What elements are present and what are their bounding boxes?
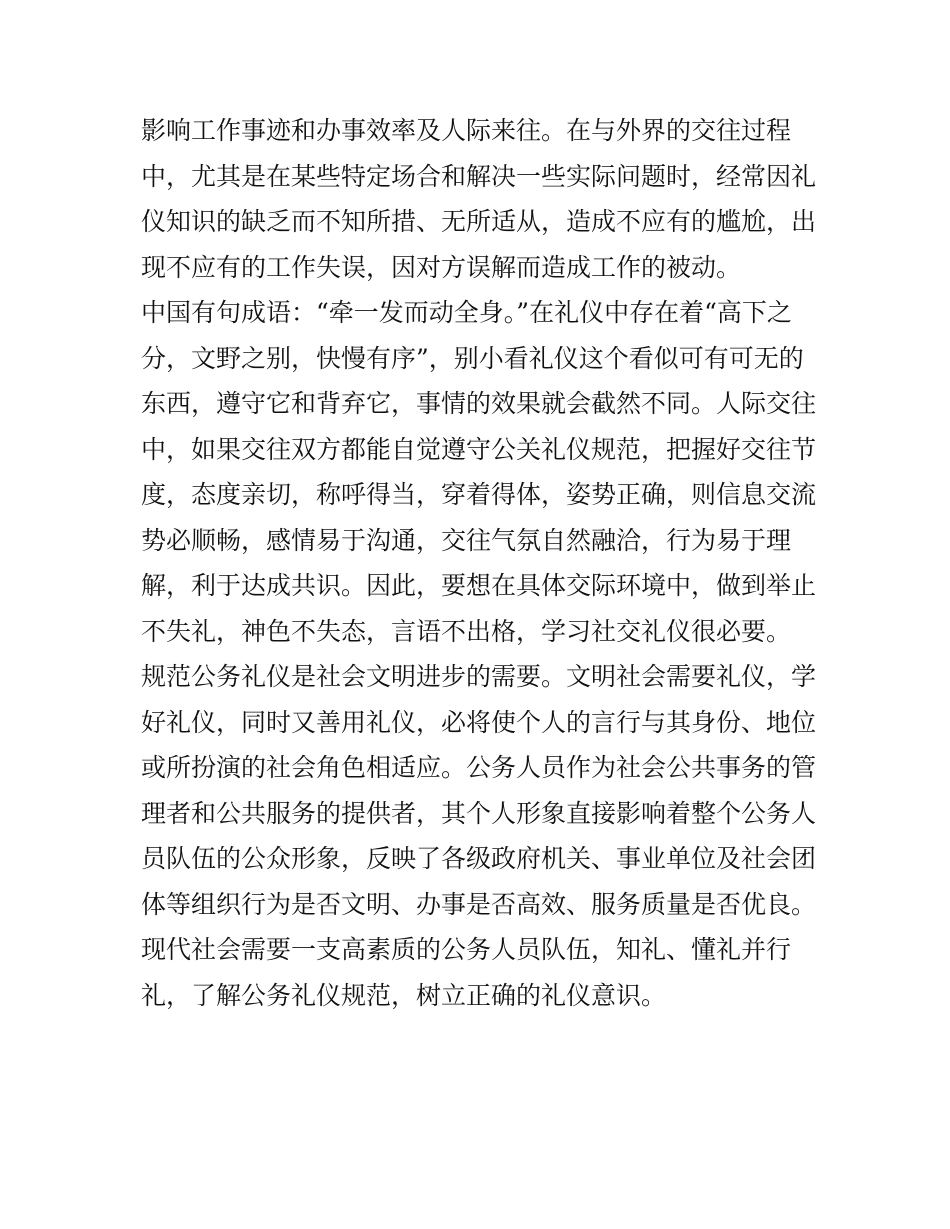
text-line: 势必顺畅，感情易于沟通，交往气氛自然融洽，行为易于理 [141, 525, 792, 555]
text-line: 中国有句成语：“牵一发而动全身。”在礼仪中存在着“高下之 [141, 298, 792, 327]
text-line: 中，如果交往双方都能自觉遵守公关礼仪规范，把握好交往节 [141, 434, 817, 464]
text-line: 仪知识的缺乏而不知所措、无所适从，造成不应有的尴尬，出 [141, 207, 817, 236]
text-line: 解，利于达成共识。因此，要想在具体交际环境中，做到举止 [141, 571, 817, 600]
body-text [141, 108, 821, 1018]
text-line: 现不应有的工作失误，因对方误解而造成工作的被动。 [141, 252, 742, 282]
text-line: 不失礼，神色不失态，言语不出格，学习社交礼仪很必要。 [141, 616, 792, 646]
text-line: 理者和公共服务的提供者，其个人形象直接影响着整个公务人 [141, 798, 817, 828]
text-line: 中，尤其是在某些特定场合和解决一些实际问题时，经常因礼 [141, 161, 817, 191]
text-line: 员队伍的公众形象，反映了各级政府机关、事业单位及社会团 [141, 844, 817, 873]
text-line: 好礼仪，同时又善用礼仪，必将使个人的言行与其身份、地位 [141, 707, 817, 737]
text-line: 现代社会需要一支高素质的公务人员队伍，知礼、懂礼并行 [141, 935, 792, 964]
text-line: 礼，了解公务礼仪规范，树立正确的礼仪意识。 [141, 980, 667, 1010]
text-line: 影响工作事迹和办事效率及人际来往。在与外界的交往过程 [141, 116, 792, 145]
text-line: 体等组织行为是否文明、办事是否高效、服务质量是否优良。 [141, 889, 817, 919]
text-line: 度，态度亲切，称呼得当，穿着得体，姿势正确，则信息交流 [141, 480, 817, 509]
text-line: 或所扮演的社会角色相适应。公务人员作为社会公共事务的管 [141, 753, 817, 782]
text-line: 分，文野之别，快慢有序”，别小看礼仪这个看似可有可无的 [141, 343, 804, 373]
text-line: 东西，遵守它和背弃它，事情的效果就会截然不同。人际交往 [141, 389, 817, 418]
text-line: 规范公务礼仪是社会文明进步的需要。文明社会需要礼仪，学 [141, 662, 817, 691]
